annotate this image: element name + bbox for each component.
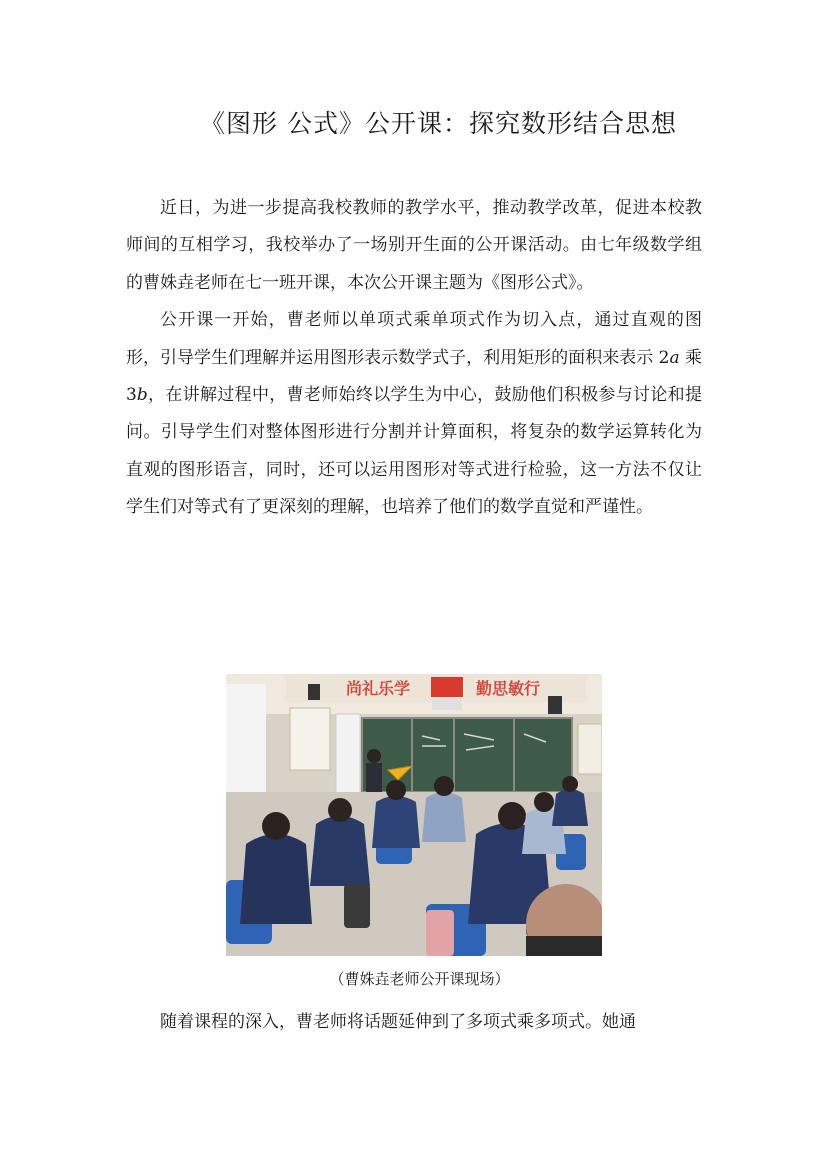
classroom-photo-illustration bbox=[226, 674, 602, 956]
article-title: 《图形 公式》公开课：探究数形结合思想 bbox=[200, 109, 677, 138]
paragraph-1: 近日，为进一步提高我校教师的教学水平，推动教学改革，促进本校教师间的互相学习，我校举办了一场别开生面的公开课活动。由七年级数学组的曹姝垚老师在七一班开课，本次公开课主题为《图形公式》。 bbox=[126, 198, 702, 293]
paragraph-2-part-1: 公开课一开始，曹老师以单项式乘单项式作为切入点，通过直观的图形，引导学生们理解并运用图形表示数学式子，利用矩形的面积来表示 2 bbox=[126, 310, 702, 368]
math-variable-b: b bbox=[136, 385, 148, 406]
classroom-photo bbox=[226, 674, 602, 956]
banner-left-text: 尚礼乐学 bbox=[346, 679, 411, 698]
paragraph-2 bbox=[126, 302, 702, 526]
paragraph-2-part-3: ，在讲解过程中，曹老师始终以学生为中心，鼓励他们积极参与讨论和提问。引导学生们对整体图形进行分割并计算面积，将复杂的数学运算转化为直观的图形语言，同时，还可以运用图形对等式进行检验，这一方法不仅让学生们对等式有了更深刻的理解，也培养了他们的数学直觉和严谨性。 bbox=[126, 385, 702, 518]
photo-caption: （曹姝垚老师公开课现场） bbox=[329, 970, 510, 988]
article-body bbox=[126, 190, 702, 527]
math-variable-a: a bbox=[669, 347, 680, 368]
paragraph-3: 随着课程的深入，曹老师将话题延伸到了多项式乘多项式。她通 bbox=[160, 1012, 636, 1032]
banner-right-text: 勤思敏行 bbox=[476, 679, 541, 698]
flag-icon bbox=[431, 677, 463, 697]
paragraph-2-part-2: 乘 3 bbox=[126, 347, 703, 406]
